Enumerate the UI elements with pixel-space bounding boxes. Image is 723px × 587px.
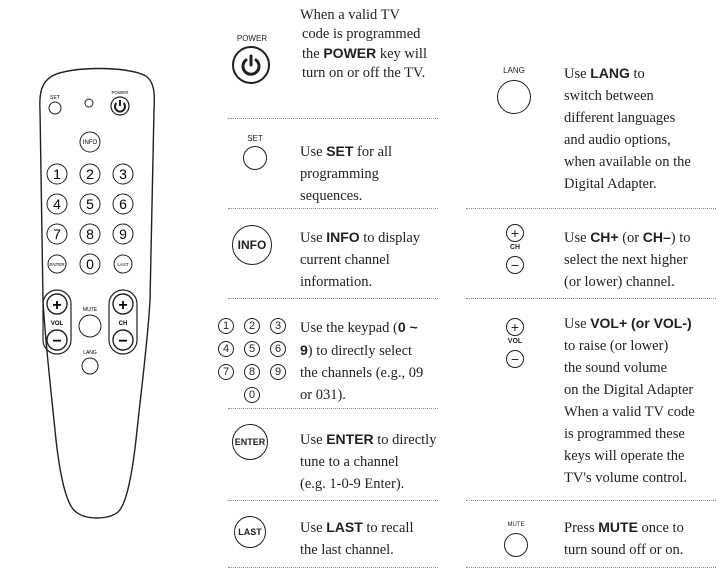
keypad-description: Use the keypad (0 ~ 9) to directly select the channels (e.g., 09 or 031). bbox=[300, 319, 424, 403]
separator bbox=[466, 298, 716, 299]
svg-text:4: 4 bbox=[53, 196, 61, 212]
remote-body bbox=[40, 69, 155, 519]
enter-description: Use ENTER to directly tune to a channel (e.g. 1-0-9 Enter). bbox=[300, 431, 437, 492]
info-description: Use INFO to display current channel information. bbox=[300, 229, 421, 290]
remote-enter-label: ENTER bbox=[49, 262, 65, 267]
remote-last-label: LAST bbox=[117, 262, 129, 267]
separator bbox=[228, 118, 438, 119]
separator bbox=[466, 500, 716, 501]
separator bbox=[228, 208, 438, 209]
keypad-key-4: 4 bbox=[218, 341, 234, 357]
svg-text:1: 1 bbox=[53, 166, 61, 182]
svg-text:−: − bbox=[118, 333, 128, 350]
remote-keypad bbox=[47, 164, 133, 244]
mute-button-icon bbox=[504, 533, 528, 557]
vol-description: Use VOL+ (or VOL-) to raise (or lower) the sound volume on the Digital Adapter When a valid TV code is programmed these keys will operate the TV's volume control. bbox=[564, 315, 695, 486]
enter-button-icon: ENTER bbox=[232, 424, 268, 460]
set-button-label: SET bbox=[247, 134, 263, 143]
svg-text:+: + bbox=[52, 297, 62, 314]
power-description: When a valid TV code is programmed the POWER key will turn on or off the TV. bbox=[300, 7, 427, 81]
keypad-key-2: 2 bbox=[244, 318, 260, 334]
separator bbox=[228, 567, 438, 568]
svg-text:5: 5 bbox=[86, 196, 94, 212]
info-button-icon: INFO bbox=[232, 225, 272, 265]
svg-text:6: 6 bbox=[119, 196, 127, 212]
remote-info-label: INFO bbox=[82, 140, 98, 146]
separator bbox=[466, 567, 716, 568]
keypad-key-0: 0 bbox=[244, 387, 260, 403]
separator bbox=[466, 208, 716, 209]
lang-button-icon bbox=[497, 80, 531, 114]
vol-minus-icon: − bbox=[506, 350, 524, 368]
set-description: Use SET for all programming sequences. bbox=[300, 143, 393, 204]
keypad-key-3: 3 bbox=[270, 318, 286, 334]
keypad-key-5: 5 bbox=[244, 341, 260, 357]
power-button-icon bbox=[232, 46, 270, 84]
separator bbox=[228, 298, 438, 299]
svg-text:2: 2 bbox=[86, 166, 94, 182]
remote-lang-label: LANG bbox=[83, 350, 97, 356]
vol-label: VOL bbox=[507, 338, 523, 345]
keypad-key-7: 7 bbox=[218, 364, 234, 380]
mute-button-label: MUTE bbox=[507, 522, 525, 528]
last-button-icon: LAST bbox=[234, 516, 266, 548]
last-description: Use LAST to recall the last channel. bbox=[300, 519, 414, 558]
ch-label: CH bbox=[509, 244, 521, 251]
remote-power-label: POWER bbox=[111, 90, 129, 95]
remote-mute-label: MUTE bbox=[82, 307, 98, 313]
keypad-key-1: 1 bbox=[218, 318, 234, 334]
separator bbox=[228, 500, 438, 501]
set-button-icon bbox=[243, 146, 267, 170]
remote-set-label: SET bbox=[50, 95, 60, 101]
svg-text:0: 0 bbox=[86, 256, 94, 272]
svg-text:3: 3 bbox=[119, 166, 127, 182]
remote-vol-label: VOL bbox=[50, 321, 64, 327]
svg-text:9: 9 bbox=[119, 226, 127, 242]
lang-description: Use LANG to switch between different languages and audio options, when available on the Digital Adapter. bbox=[564, 65, 691, 192]
keypad-key-6: 6 bbox=[270, 341, 286, 357]
separator bbox=[228, 408, 438, 409]
lang-button-label: LANG bbox=[503, 66, 525, 75]
keypad-key-9: 9 bbox=[270, 364, 286, 380]
mute-description: Press MUTE once to turn sound off or on. bbox=[564, 519, 684, 558]
svg-text:8: 8 bbox=[86, 226, 94, 242]
keypad-key-8: 8 bbox=[244, 364, 260, 380]
ch-description: Use CH+ (or CH–) to select the next higher (or lower) channel. bbox=[564, 229, 691, 290]
ch-minus-icon: − bbox=[506, 256, 524, 274]
svg-text:+: + bbox=[118, 297, 128, 314]
ch-plus-icon: + bbox=[506, 224, 524, 242]
remote-illustration bbox=[0, 0, 200, 587]
svg-text:−: − bbox=[52, 333, 62, 350]
svg-text:7: 7 bbox=[53, 226, 61, 242]
power-icon bbox=[239, 53, 263, 77]
remote-ch-label: CH bbox=[118, 321, 128, 327]
power-button-label: POWER bbox=[236, 34, 268, 43]
vol-plus-icon: + bbox=[506, 318, 524, 336]
